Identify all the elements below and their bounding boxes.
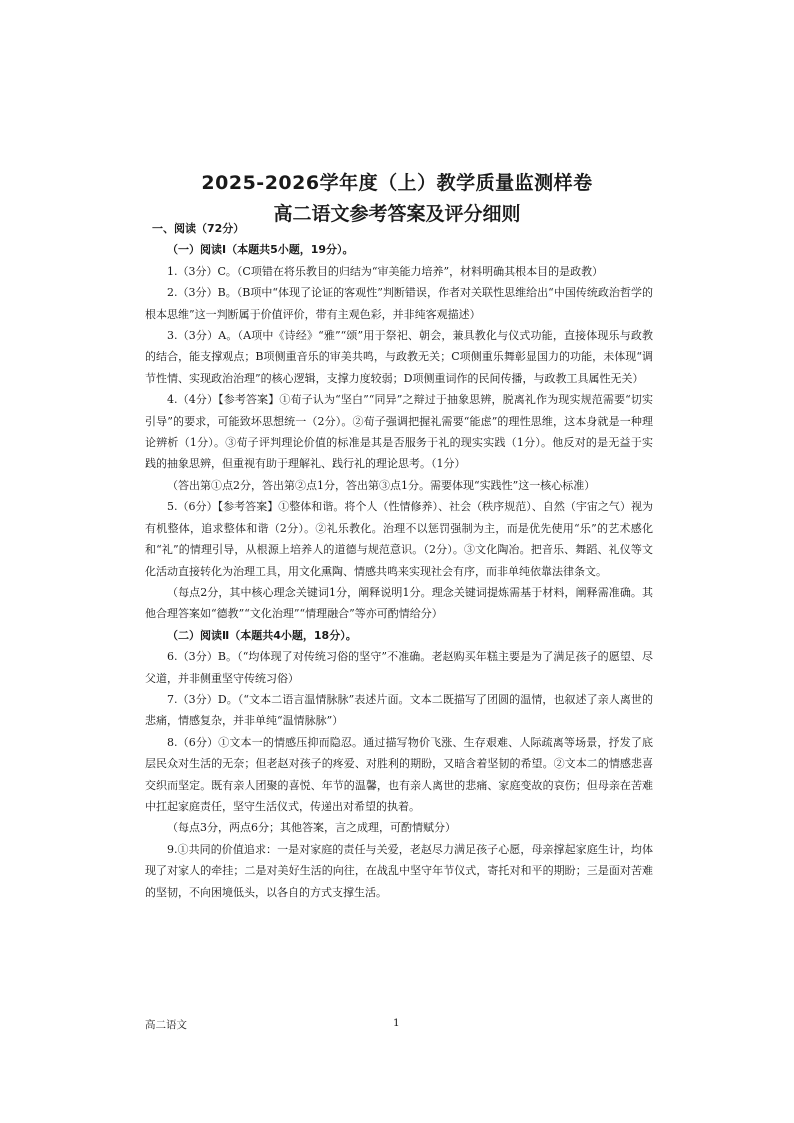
scoring-note-q8: （每点3分，两点6分；其他答案，言之成理，可酌情赋分）	[167, 821, 456, 835]
answer-content	[145, 218, 653, 903]
answer-q5: 5.（6分）【参考答案】①整体和谐。将个人（性情修养）、社会（秩序规范）、自然（宇宙之气）视为有机整体，追求整体和谐（2分）。②礼乐教化。治理不以惩罚强制为主，而是优先使用“乐”的艺术感化和“礼”的情理引导，从根源上培养人的道德与规范意识。（2分）。③文化陶冶。把音乐、舞蹈、礼仪等文化活动直接转化为治理工具，用文化熏陶、情感共鸣来实现社会有序，而非单纯依靠法律条文。	[145, 500, 653, 578]
answer-q6: 6.（3分）B。（“均体现了对传统习俗的坚守”不准确。老赵购买年糕主要是为了满足孩子的愿望、尽父道，并非侧重坚守传统习俗）	[145, 650, 653, 685]
scoring-note-q4: （答出第①点2分，答出第②点1分，答出第③点1分。需要体现“实践性”这一核心标准）	[167, 478, 596, 492]
answer-q9: 9.①共同的价值追求：一是对家庭的责任与关爱，老赵尽力满足孩子心愿，母亲撑起家庭生计，均体现了对家人的牵挂；二是对美好生活的向往，在战乱中坚守年节仪式，寄托对和平的期盼；三是面对苦难的坚韧，不向困境低头，以各自的方式支撑生活。	[145, 842, 653, 899]
answer-q8: 8.（6分）①文本一的情感压抑而隐忍。通过描写物价飞涨、生存艰难、人际疏离等场景，抒发了底层民众对生活的无奈；但老赵对孩子的疼爱、对胜利的期盼，又暗含着坚韧的希望。②文本二的情感悲喜交织而坚定。既有亲人团聚的喜悦、年节的温馨，也有亲人离世的悲痛、家庭变故的哀伤；但母亲在苦难中扛起家庭责任，坚守生活仪式，传递出对希望的执着。	[145, 735, 653, 813]
section-heading: 一、阅读（72分）	[152, 222, 245, 235]
page-number: 1	[393, 1017, 400, 1029]
answer-q2: 2.（3分）B。（B项中“体现了论证的客观性”判断错误，作者对关联性思维给出“中国传统政治哲学的根本思维”这一判断属于价值评价，带有主观色彩，并非纯客观描述）	[145, 286, 653, 321]
answer-q1: 1.（3分）C。（C项错在将乐教目的归结为“审美能力培养”，材料明确其根本目的是政教）	[167, 264, 604, 278]
answer-q7: 7.（3分）D。（“文本二语言温情脉脉”表述片面。文本二既描写了团圆的温情，也叙述了亲人离世的悲痛，情感复杂，并非单纯“温情脉脉”）	[145, 692, 653, 728]
answer-q3: 3.（3分）A。（A项中《诗经》“雅”“颂”用于祭祀、朝会，兼具教化与仪式功能，直接体现乐与政教的结合，能支撑观点；B项侧重音乐的审美共鸣，与政教无关；C项侧重乐舞彰显国力的功能，未体现“调节性情、实现政治治理”的核心逻辑，支撑力度较弱；D项侧重词作的民间传播，与政教工具属性无关）	[145, 329, 653, 385]
page-title: 2025-2026学年度（上）教学质量监测样卷	[201, 172, 593, 194]
page-subtitle: 高二语文参考答案及评分细则	[273, 203, 521, 225]
part-heading-1: （一）阅读Ⅰ（本题共5小题，19分）。	[167, 243, 354, 257]
part-heading-2: （二）阅读Ⅱ（本题共4小题，18分）。	[167, 628, 357, 642]
scoring-note-q5: （每点2分，其中核心理念关键词1分，阐释说明1分。理念关键词提炼需基于材料，阐释需准确。其他合理答案如“德教”“文化治理”“情理融合”等亦可酌情给分）	[145, 585, 653, 621]
answer-q4: 4.（4分）【参考答案】①荀子认为“坚白”“同异”之辩过于抽象思辨，脱离礼作为现实规范需要“切实引导”的要求，可能致坏思想统一（2分）。②荀子强调把握礼需要“能虑”的理性思维，这本身就是一种理论辨析（1分）。③荀子评判理论价值的标准是其是否服务于礼的现实实践（1分）。他反对的是无益于实践的抽象思辨，但重视有助于理解礼、践行礼的理论思考。（1分）	[145, 393, 653, 471]
footer-subject: 高二语文	[145, 1019, 187, 1031]
